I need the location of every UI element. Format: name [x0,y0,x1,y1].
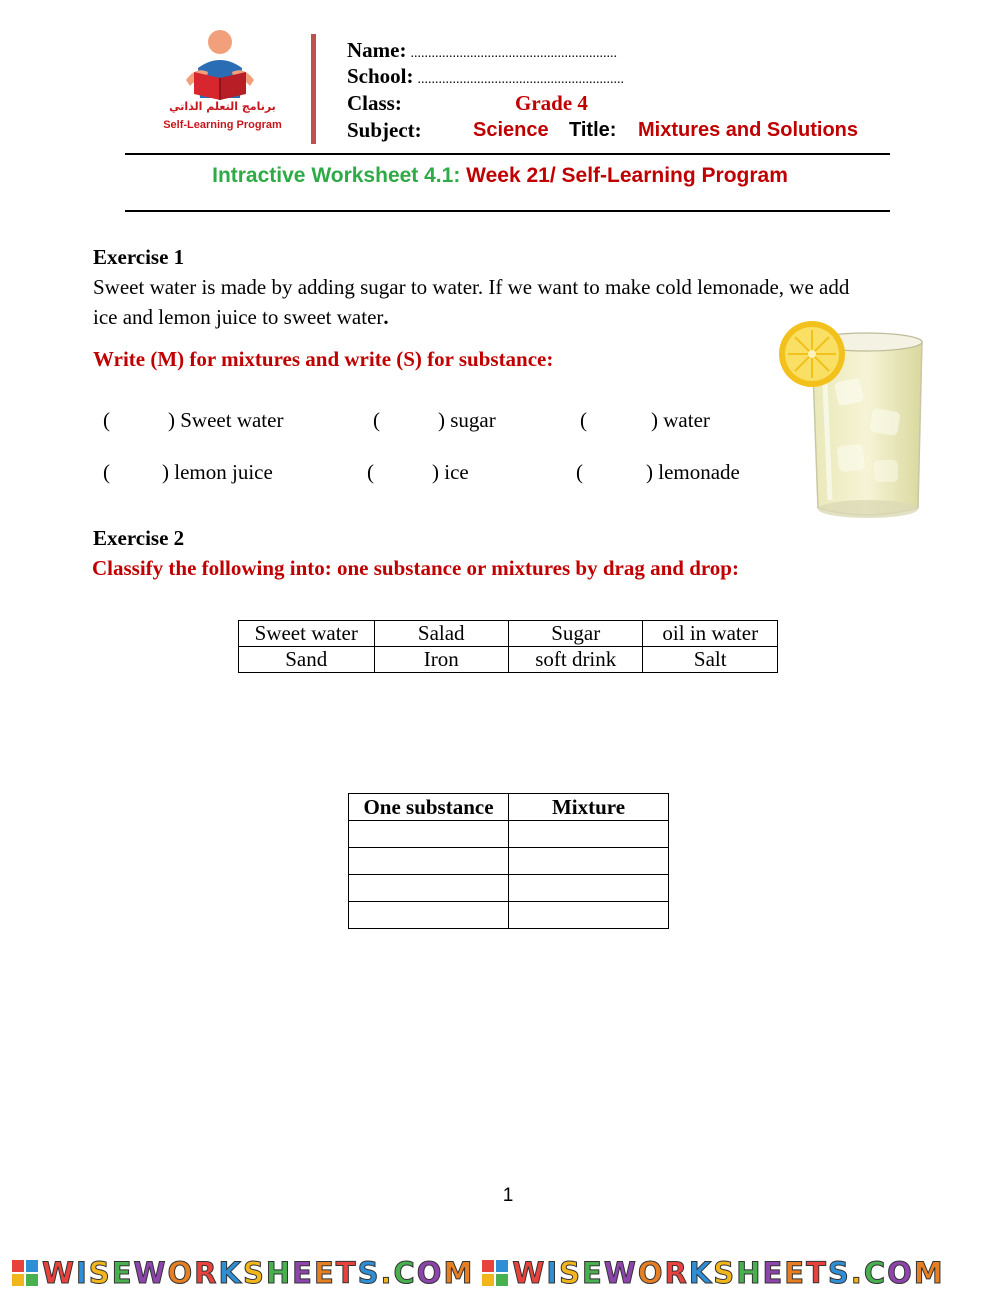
logo-english-text: Self-Learning Program [163,119,282,131]
item-sweet-water[interactable] [103,408,283,433]
exercise1-text-period: . [383,305,389,329]
drop-zone-mixture[interactable] [509,875,669,902]
exercise1-text-line1: Sweet water is made by adding sugar to water. If we want to make cold lemonade, we add [93,275,850,299]
exercise2-heading: Exercise 2 [93,526,185,550]
exercise1-heading: Exercise 1 [93,245,185,269]
banner-worksheet-id: Intractive Worksheet 4.1: [212,164,461,187]
title-value: Mixtures and Solutions [638,119,859,141]
drop-zone-substance[interactable] [349,848,509,875]
wiseworksheets-watermark: WISEWORKSHEETS.COM [512,1256,945,1288]
drop-zone-mixture[interactable] [509,848,669,875]
table-row [239,621,778,647]
draggable-word[interactable]: Sand [239,647,375,673]
draggable-word[interactable]: Sugar [508,621,643,647]
exercise1-text-line2-body: ice and lemon juice to sweet water [93,305,384,329]
school-row [347,64,624,89]
worksheet-banner [0,164,1000,188]
draggable-word[interactable]: Iron [374,647,508,673]
table-row [349,848,669,875]
item-open-paren: ( [580,408,587,432]
item-label: ) Sweet water [168,408,284,432]
wiseworksheets-watermark: WISEWORKSHEETS.COM [42,1256,475,1288]
page-number: 1 [502,1185,514,1206]
logo-arabic-text: برنامج التعلم الذاتي [169,100,276,113]
table-header-row [349,794,669,821]
title-label: Title: [569,119,617,141]
class-value: Grade 4 [515,91,588,115]
drop-zone-substance[interactable] [349,875,509,902]
exercise2-instruction: Classify the following into: one substance or mixtures by drag and drop: [92,556,739,580]
drop-zone-substance[interactable] [349,821,509,848]
item-open-paren: ( [103,408,110,432]
item-lemon-juice[interactable] [103,460,273,485]
name-label: Name: [347,38,407,62]
draggable-word[interactable]: Salad [374,621,508,647]
class-label: Class: [347,91,402,115]
name-field[interactable]: ........................................................... [410,46,617,61]
item-open-paren: ( [576,460,583,484]
school-label: School: [347,64,414,88]
item-label: ) ice [432,460,469,484]
item-open-paren: ( [103,460,110,484]
table-row [349,902,669,929]
name-row [347,38,617,63]
item-ice[interactable] [367,460,469,485]
item-open-paren: ( [367,460,374,484]
draggable-word[interactable]: Sweet water [239,621,375,647]
draggable-word[interactable]: soft drink [508,647,643,673]
item-sugar[interactable] [373,408,496,433]
item-label: ) sugar [438,408,496,432]
exercise1-instruction: Write (M) for mixtures and write (S) for substance: [93,347,554,371]
wiseworksheets-badge-icon [12,1260,38,1286]
header-divider [311,34,316,144]
drop-zone-substance[interactable] [349,902,509,929]
column-header-one-substance: One substance [349,794,509,821]
item-label: ) lemon juice [162,460,273,484]
item-label: ) water [651,408,710,432]
draggable-word[interactable]: Salt [643,647,778,673]
table-row [349,875,669,902]
child-reading-book-icon [150,28,295,103]
school-field[interactable]: ........................................................... [417,72,625,87]
classification-table [348,793,669,929]
lemonade-glass-icon [776,320,926,525]
word-bank-table [238,620,778,673]
drop-zone-mixture[interactable] [509,902,669,929]
wiseworksheets-badge-icon [482,1260,508,1286]
table-row [349,821,669,848]
item-label: ) lemonade [646,460,740,484]
subject-value: Science [473,119,549,141]
header-rule-bottom [125,210,890,212]
drop-zone-mixture[interactable] [509,821,669,848]
subject-label: Subject: [347,118,422,142]
item-lemonade[interactable] [576,460,740,485]
table-row [239,647,778,673]
column-header-mixture: Mixture [509,794,669,821]
header-rule-top [125,153,890,155]
wiseworksheets-footer [0,1256,1000,1288]
item-open-paren: ( [373,408,380,432]
banner-week: Week 21/ Self-Learning Program [466,164,788,187]
draggable-word[interactable]: oil in water [643,621,778,647]
item-water[interactable] [580,408,710,433]
